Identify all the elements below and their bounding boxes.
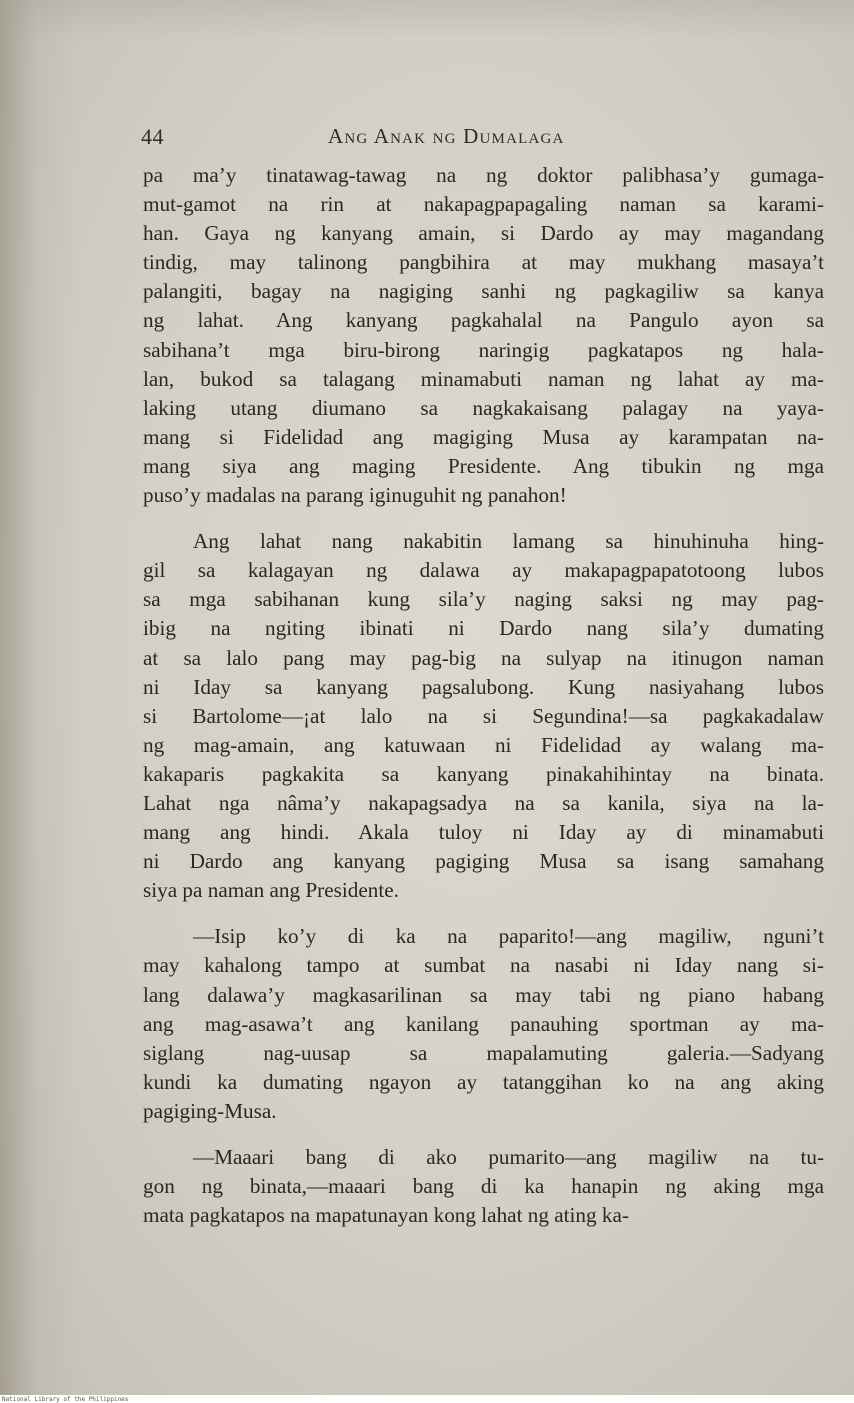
text-line: si Bartolome—¡at lalo na si Segundina!—sa pagkakadalaw <box>143 703 824 728</box>
paragraph <box>143 1143 824 1230</box>
text-line: lan, bukod sa talagang minamabuti naman ng lahat ay ma- <box>143 366 824 391</box>
text-line: ibig na ngiting ibinati ni Dardo nang sila’y dumating <box>143 616 824 641</box>
text-line: ng mag-amain, ang katuwaan ni Fidelidad ay walang ma- <box>143 732 824 757</box>
text-line: gil sa kalagayan ng dalawa ay makapagpapatotoong lubos <box>143 558 824 583</box>
text-line: mang si Fidelidad ang magiging Musa ay karampatan na- <box>143 424 824 449</box>
text-line: pagiging-Musa. <box>143 1098 277 1123</box>
book-title: Ang Anak ng Dumalaga <box>328 124 565 148</box>
text-line: puso’y madalas na parang iginuguhit ng panahon! <box>143 483 567 508</box>
text-line: tindig, may talinong pangbihira at may mukhang masaya’t <box>143 250 824 275</box>
body-text <box>143 161 824 1230</box>
text-line: siya pa naman ang Presidente. <box>143 878 399 903</box>
text-line: —Maaari bang di ako pumarito—ang magiliw na tu- <box>193 1145 824 1169</box>
text-line: sabihana’t mga biru-birong naringig pagkatapos ng hala- <box>143 337 824 362</box>
text-line: ni Iday sa kanyang pagsalubong. Kung nasiyahang lubos <box>143 674 824 699</box>
library-credit: National Library of the Philippines <box>2 1396 129 1403</box>
text-line: pa ma’y tinatawag-tawag na ng doktor palibhasa’y gumaga- <box>143 163 824 187</box>
page-edge-shadow <box>0 0 80 1395</box>
text-line: palangiti, bagay na nagiging sanhi ng pagkagiliw sa kanya <box>143 279 824 304</box>
paragraph <box>143 527 824 905</box>
paragraph <box>143 922 824 1126</box>
page-top-shadow <box>0 0 854 40</box>
text-line: siglang nag-uusap sa mapalamuting galeria.—Sadyang <box>143 1040 824 1065</box>
text-line: ni Dardo ang kanyang pagiging Musa sa isang samahang <box>143 849 824 874</box>
text-line: —Isip ko’y di ka na paparito!—ang magiliw, nguni’t <box>193 924 824 949</box>
text-line: Ang lahat nang nakabitin lamang sa hinuhinuha hing- <box>193 529 824 554</box>
text-line: may kahalong tampo at sumbat na nasabi ni Iday nang si- <box>143 953 824 978</box>
text-line: laking utang diumano sa nagkakaisang palagay na yaya- <box>143 395 824 420</box>
text-line: ng lahat. Ang kanyang pagkahalal na Pangulo ayon sa <box>143 308 824 333</box>
running-head <box>0 124 854 156</box>
text-line: sa mga sabihanan kung sila’y naging saksi ng may pag- <box>143 587 824 612</box>
text-line: mut-gamot na rin at nakapagpapagaling naman sa karami- <box>143 192 824 217</box>
text-line: lang dalawa’y magkasarilinan sa may tabi ng piano habang <box>143 982 824 1007</box>
text-line: kundi ka dumating ngayon ay tatanggihan ko na ang aking <box>143 1069 824 1094</box>
text-line: mang siya ang maging Presidente. Ang tibukin ng mga <box>143 453 824 478</box>
text-line: kakaparis pagkakita sa kanyang pinakahihintay na binata. <box>143 761 824 786</box>
text-line: mang ang hindi. Akala tuloy ni Iday ay di minamabuti <box>143 820 824 845</box>
text-line: han. Gaya ng kanyang amain, si Dardo ay may magandang <box>143 221 824 246</box>
text-line: Lahat nga nâma’y nakapagsadya na sa kanila, siya na la- <box>143 790 824 815</box>
paragraph <box>143 161 824 510</box>
text-line: ang mag-asawa’t ang kanilang panauhing sportman ay ma- <box>143 1011 824 1036</box>
text-line: mata pagkatapos na mapatunayan kong lahat ng ating ka- <box>143 1203 629 1228</box>
text-line: at sa lalo pang may pag-big na sulyap na itinugon naman <box>143 645 824 670</box>
text-line: gon ng binata,—maaari bang di ka hanapin ng aking mga <box>143 1174 824 1199</box>
page-number: 44 <box>141 124 164 149</box>
